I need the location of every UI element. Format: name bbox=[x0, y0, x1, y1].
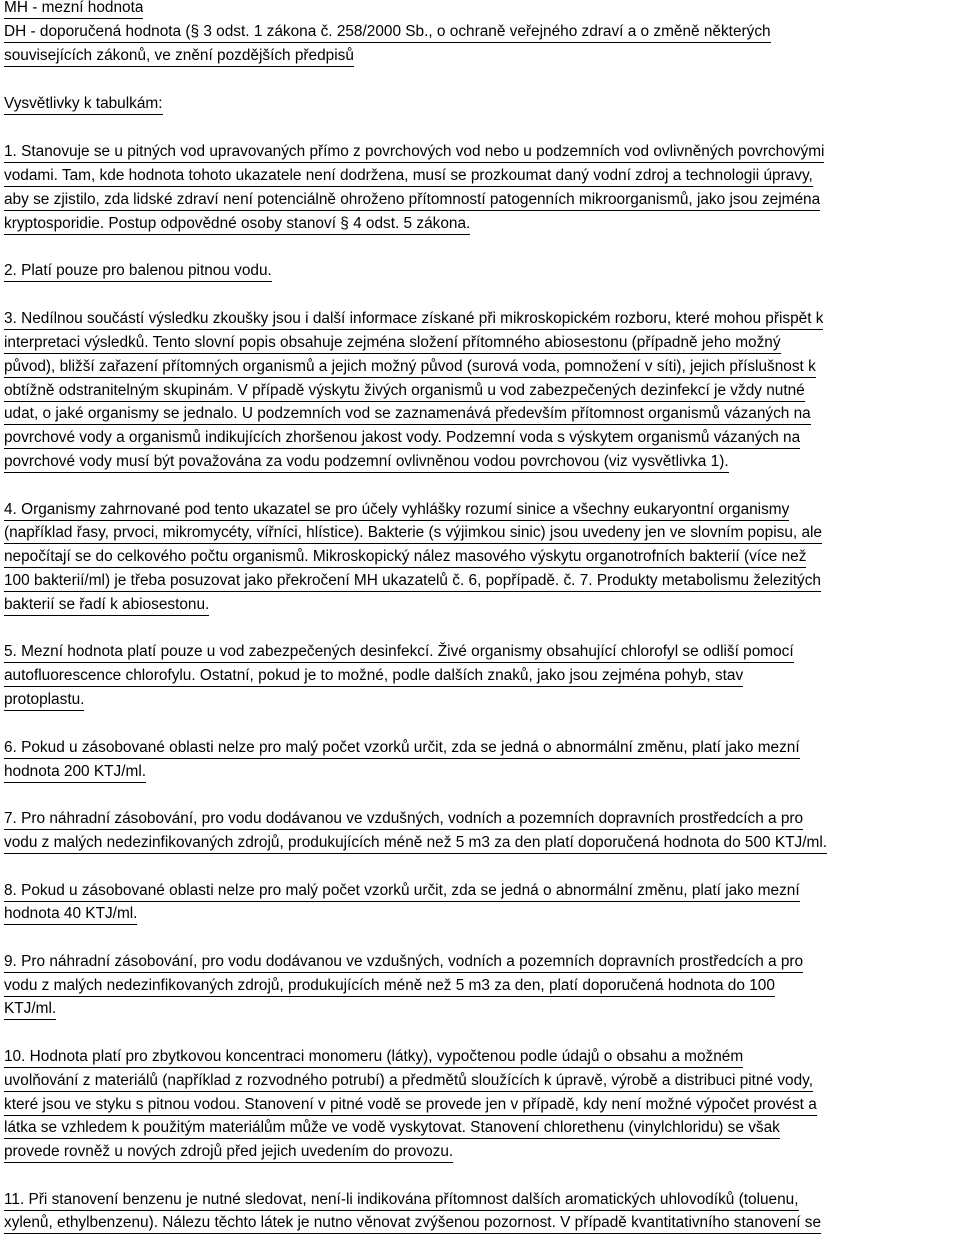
note-4-line: (například řasy, prvoci, mikromycéty, vířníci, hlístice). Bakterie (s výjimkou sinic) jsou uvedeny jen ve slovním popisu, ale bbox=[4, 523, 822, 544]
note-3-line: interpretaci výsledků. Tento slovní popis obsahuje zejména složení přítomného abiosestonu (případně jeho možný bbox=[4, 333, 781, 354]
note-10-line: 10. Hodnota platí pro zbytkovou koncentraci monomeru (látky), vypočtenou podle údajů o obsahu a možném bbox=[4, 1047, 743, 1068]
note-8-line: hodnota 40 KTJ/ml. bbox=[4, 904, 137, 925]
note-11-line: xylenů, ethylbenzenu). Nálezu těchto látek je nutno věnovat zvýšenou pozornost. V případě kvantitativního stanovení se bbox=[4, 1213, 821, 1234]
note-5-line: autofluorescence chlorofylu. Ostatní, pokud je to možné, podle dalších znaků, jako jsou zejména pohyb, stav bbox=[4, 666, 743, 687]
note-11-line: 11. Při stanovení benzenu je nutné sledovat, není-li indikována přítomnost dalších aromatických uhlovodíků (toluenu, bbox=[4, 1190, 799, 1211]
heading-mh: MH - mezní hodnota bbox=[4, 0, 143, 19]
note-3-line: původ), bližší zařazení přítomných organismů a jejich možný původ (surová voda, pomnožení v síti), jejich příslušnost k bbox=[4, 357, 816, 378]
note-3-line: 3. Nedílnou součástí výsledku zkoušky jsou i další informace získané při mikroskopickém rozboru, které mohou přispět k bbox=[4, 309, 823, 330]
note-4-line: bakterií se řadí k abiosestonu. bbox=[4, 595, 209, 616]
note-1-line: vodami. Tam, kde hodnota tohoto ukazatele není dodržena, musí se prozkoumat daný vodní zdroj a technologii úpravy, bbox=[4, 166, 813, 187]
note-9-line: vodu z malých nedezinfikovaných zdrojů, produkujících méně než 5 m3 za den, platí doporučená hodnota do 100 bbox=[4, 976, 775, 997]
definition-line: souvisejících zákonů, ve znění pozdějších předpisů bbox=[4, 46, 354, 67]
note-6-line: hodnota 200 KTJ/ml. bbox=[4, 762, 146, 783]
note-3-line: obtížně odstranitelným skupinám. V případě výskytu živých organismů u vod zabezpečených dezinfekcí je vždy nutné bbox=[4, 381, 805, 402]
note-10-line: látka se vzhledem k použitým materiálům může ve vodě vyskytovat. Stanovení chlorethenu (vinylchloridu) se však bbox=[4, 1118, 780, 1139]
note-3-line: povrchové vody musí být považována za vodu podzemní ovlivněnou vodou povrchovou (viz vysvětlivka 1). bbox=[4, 452, 729, 473]
note-3-line: udat, o jaké organismy se jednalo. U podzemních vod se zaznamenává především přítomnost organismů vázaných na bbox=[4, 404, 811, 425]
note-9-line: 9. Pro náhradní zásobování, pro vodu dodávanou ve vzdušných, vodních a pozemních dopravních prostředcích a pro bbox=[4, 952, 803, 973]
note-3-line: povrchové vody a organismů indikujících zhoršenou jakost vody. Podzemní voda s výskytem organismů vázaných na bbox=[4, 428, 800, 449]
note-4-line: 100 bakterií/ml) je třeba posuzovat jako překročení MH ukazatelů č. 6, popřípadě. č. 7. Produkty metabolismu železitých bbox=[4, 571, 821, 592]
note-7-line: 7. Pro náhradní zásobování, pro vodu dodávanou ve vzdušných, vodních a pozemních dopravních prostředcích a pro bbox=[4, 809, 803, 830]
note-9-line: KTJ/ml. bbox=[4, 999, 56, 1020]
note-1-line: kryptosporidie. Postup odpovědné osoby stanoví § 4 odst. 5 zákona. bbox=[4, 214, 470, 235]
note-4-line: nepočítají se do celkového počtu organismů. Mikroskopický nález masového výskytu organotrofních bakterií (více než bbox=[4, 547, 806, 568]
note-5-line: protoplastu. bbox=[4, 690, 84, 711]
note-8-line: 8. Pokud u zásobované oblasti nelze pro malý počet vzorků určit, zda se jedná o abnormální změnu, platí jako mezní bbox=[4, 881, 800, 902]
note-10-line: uvolňování z materiálů (například z rozvodného potrubí) a předmětů sloužících k úpravě, výrobě a distribuci pitné vody, bbox=[4, 1071, 813, 1092]
definition-line: DH - doporučená hodnota (§ 3 odst. 1 zákona č. 258/2000 Sb., o ochraně veřejného zdraví a o změně některých bbox=[4, 22, 771, 43]
note-2-line: 2. Platí pouze pro balenou pitnou vodu. bbox=[4, 261, 272, 282]
note-5-line: 5. Mezní hodnota platí pouze u vod zabezpečených desinfekcí. Živé organismy obsahující chlorofyl se odliší pomocí bbox=[4, 642, 794, 663]
explanations-title: Vysvětlivky k tabulkám: bbox=[4, 94, 163, 115]
note-4-line: 4. Organismy zahrnované pod tento ukazatel se pro účely vyhlášky rozumí sinice a všechny eukaryontní organismy bbox=[4, 500, 789, 521]
note-10-line: provede rovněž u nových zdrojů před jejich uvedením do provozu. bbox=[4, 1142, 453, 1163]
note-10-line: které jsou ve styku s pitnou vodou. Stanovení v pitné vodě se provede jen v případě, kdy není možné výpočet provést a bbox=[4, 1095, 817, 1116]
note-1-line: aby se zjistilo, zda lidské zdraví není potenciálně ohroženo přítomností patogenních mikroorganismů, jako jsou zejména bbox=[4, 190, 820, 211]
note-1-line: 1. Stanovuje se u pitných vod upravovaných přímo z povrchových vod nebo u podzemních vod ovlivněných povrchovými bbox=[4, 142, 824, 163]
note-6-line: 6. Pokud u zásobované oblasti nelze pro malý počet vzorků určit, zda se jedná o abnormální změnu, platí jako mezní bbox=[4, 738, 800, 759]
note-7-line: vodu z malých nedezinfikovaných zdrojů, produkujících méně než 5 m3 za den platí doporučená hodnota do 500 KTJ/ml. bbox=[4, 833, 827, 854]
